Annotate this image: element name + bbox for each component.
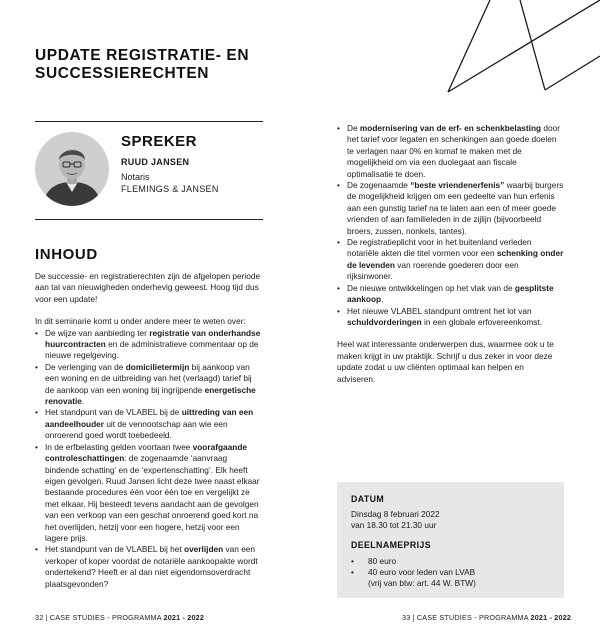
- topic-text: De nieuwe ontwikkelingen op het vlak van de: [347, 282, 515, 293]
- avatar: [35, 132, 109, 206]
- topic-emphasis: overlijden: [184, 544, 224, 555]
- info-box: [337, 482, 564, 598]
- speaker-name: RUUD JANSEN: [121, 157, 190, 167]
- topic-text: van roerende goederen door een rijksinwoner.: [347, 259, 519, 282]
- divider-bottom: [35, 219, 263, 220]
- topic-emphasis: domicilietermijn: [125, 361, 190, 372]
- page-number: 32: [35, 613, 44, 622]
- topic-text: : de zogenaamde ‘aanvraag bindende schatting’ en de ‘expertenschatting’. Elk heeft eigen gevolgen. Ruud Jansen licht deze twee naast elkaar bestaande procedures één voor één toe en vergelijkt ze met elkaar. Hij besteedt tevens aandacht aan de gevolgen van een verkoop van een geschat onroerend goed kort na het overlijden, hetzij voor een hogere, hetzij voor een lagere prijs.: [45, 453, 260, 543]
- topic-item: [337, 306, 564, 329]
- speaker-heading: SPREKER: [121, 133, 198, 150]
- topic-text: in een globale erfovereenkomst.: [421, 316, 543, 327]
- topic-text: Het standpunt van de VLABEL bij het: [45, 544, 184, 555]
- footer-label: CASE STUDIES - PROGRAMMA: [49, 613, 162, 622]
- title-line-2: SUCCESSIERECHTEN: [35, 65, 210, 82]
- topic-text: .: [381, 294, 384, 305]
- speaker-block: [35, 128, 263, 214]
- price-item: • 80 euro: [351, 556, 476, 567]
- datum-heading: DATUM: [351, 494, 385, 504]
- topic-item: [35, 407, 263, 441]
- topic-text: In de erfbelasting gelden voortaan twee: [45, 441, 193, 452]
- topic-emphasis: uittreding van een aandeelhouder: [45, 407, 254, 429]
- topic-text: De wijze van aanbieding ter: [45, 327, 150, 338]
- topic-item: [35, 328, 263, 362]
- footer-left: 32 | CASE STUDIES - PROGRAMMA 2021 - 2022: [35, 613, 205, 622]
- topic-text: De registratieplicht voor in het buitenland verleden notariële akten die titel vormen voor een: [347, 237, 532, 259]
- page-number: 33: [402, 613, 411, 622]
- topic-text: De: [347, 123, 360, 133]
- topic-emphasis: “beste vriendenerfenis”: [410, 180, 505, 191]
- speaker-firm: FLEMINGS & JANSEN: [121, 184, 219, 194]
- left-column-text: [35, 271, 263, 590]
- topic-text: van een verkoper of koper voordat de notariële aankoopakte wordt ondertekend? Heeft er al dan niet eigendomsoverdracht plaatsgevonden?: [45, 544, 258, 589]
- topic-item: [337, 123, 564, 180]
- topic-item: [337, 237, 564, 283]
- datum-line-1: Dinsdag 8 februari 2022: [351, 509, 440, 519]
- topic-emphasis: modernisering van de erf- en schenkbelasting: [359, 123, 542, 133]
- topic-item: [35, 544, 263, 590]
- speaker-portrait-icon: [35, 132, 109, 206]
- topic-emphasis: registratie van onderhandse huurcontracten: [45, 327, 261, 350]
- topic-text: waarbij burgers de mogelijkheid krijgen om een gedeelte van hun erfenis aan een gunstig tarief na te laten aan een of meer goede vrienden of aan familieleden in de zijlijn (bijvoorbeeld broers, zussen, nonkels, tantes).: [347, 180, 564, 236]
- topic-item: [35, 442, 263, 545]
- topic-text: De verlenging van de: [45, 361, 126, 372]
- topic-text: Het nieuwe VLABEL standpunt omtrent het lot van: [347, 305, 532, 316]
- footer-years: 2021 - 2022: [163, 613, 205, 622]
- footer-years: 2021 - 2022: [530, 613, 572, 622]
- topic-text: .: [81, 396, 85, 407]
- topic-text: Het standpunt van de VLABEL bij de: [45, 407, 182, 418]
- intro-paragraph: De successie- en registratierechten zijn de afgelopen periode aan tal van nieuwigheden onderhevig geweest. Hoog tijd dus voor een update!: [35, 271, 261, 304]
- topic-emphasis: gesplitste aankoop: [347, 282, 554, 305]
- topic-text: bij aankoop van een woning en de uitbreiding van het (verlaagd) tarief bij de aankoop van een woning bij ingrijpende: [45, 361, 252, 395]
- topic-item: [337, 180, 564, 237]
- footer-right: 33 | CASE STUDIES - PROGRAMMA 2021 - 2022: [402, 613, 572, 622]
- topic-text: door het tarief voor legaten en schenkingen aan goede doelen te verlagen naar 0% en komaf te maken met de mogelijkheid om via een duolegaat aan fiscale optimalisatie te doen.: [347, 123, 561, 179]
- lead-paragraph: In dit seminarie komt u onder andere meer te weten over:: [35, 316, 246, 327]
- price-item: • 40 euro voor leden van LVAB: [351, 567, 476, 578]
- topic-emphasis: voorafgaande controleschattingen: [45, 441, 248, 464]
- topic-item: [35, 362, 263, 408]
- topic-emphasis: energetische renovatie: [45, 384, 256, 407]
- topics-list-continued: [337, 123, 564, 328]
- topic-item: [337, 283, 564, 306]
- footer-label: CASE STUDIES - PROGRAMMA: [416, 613, 529, 622]
- speaker-role: Notaris: [121, 172, 150, 182]
- right-column-text: [337, 123, 564, 385]
- datum-line-2: van 18.30 tot 21.30 uur: [351, 520, 437, 530]
- price-note: (vrij van btw: art. 44 W. BTW): [368, 578, 476, 589]
- topics-list: [35, 328, 263, 590]
- inhoud-heading: INHOUD: [35, 246, 98, 263]
- price-list: [351, 556, 476, 590]
- prijs-heading: DEELNAMEPRIJS: [351, 540, 431, 550]
- divider-top: [35, 121, 263, 122]
- topic-text: De zogenaamde: [347, 180, 411, 191]
- page-title: [35, 47, 249, 83]
- topic-text: en de administratieve commentaar op de nieuwe regelgeving.: [45, 339, 259, 361]
- closing-paragraph: Heel wat interessante onderwerpen dus, waarmee ook u te maken krijgt in uw praktijk. Schrijf u dus zeker in voor deze update zodat u uw cliënten optimaal kan helpen en adviseren.: [337, 339, 554, 384]
- topic-text: uit de vennootschap aan wie een onroerend goed wordt toebedeeld.: [45, 418, 228, 441]
- topic-emphasis: schenking onder de levenden: [347, 248, 564, 270]
- title-line-1: UPDATE REGISTRATIE- EN: [35, 47, 250, 64]
- topic-emphasis: schuldvorderingen: [347, 316, 422, 327]
